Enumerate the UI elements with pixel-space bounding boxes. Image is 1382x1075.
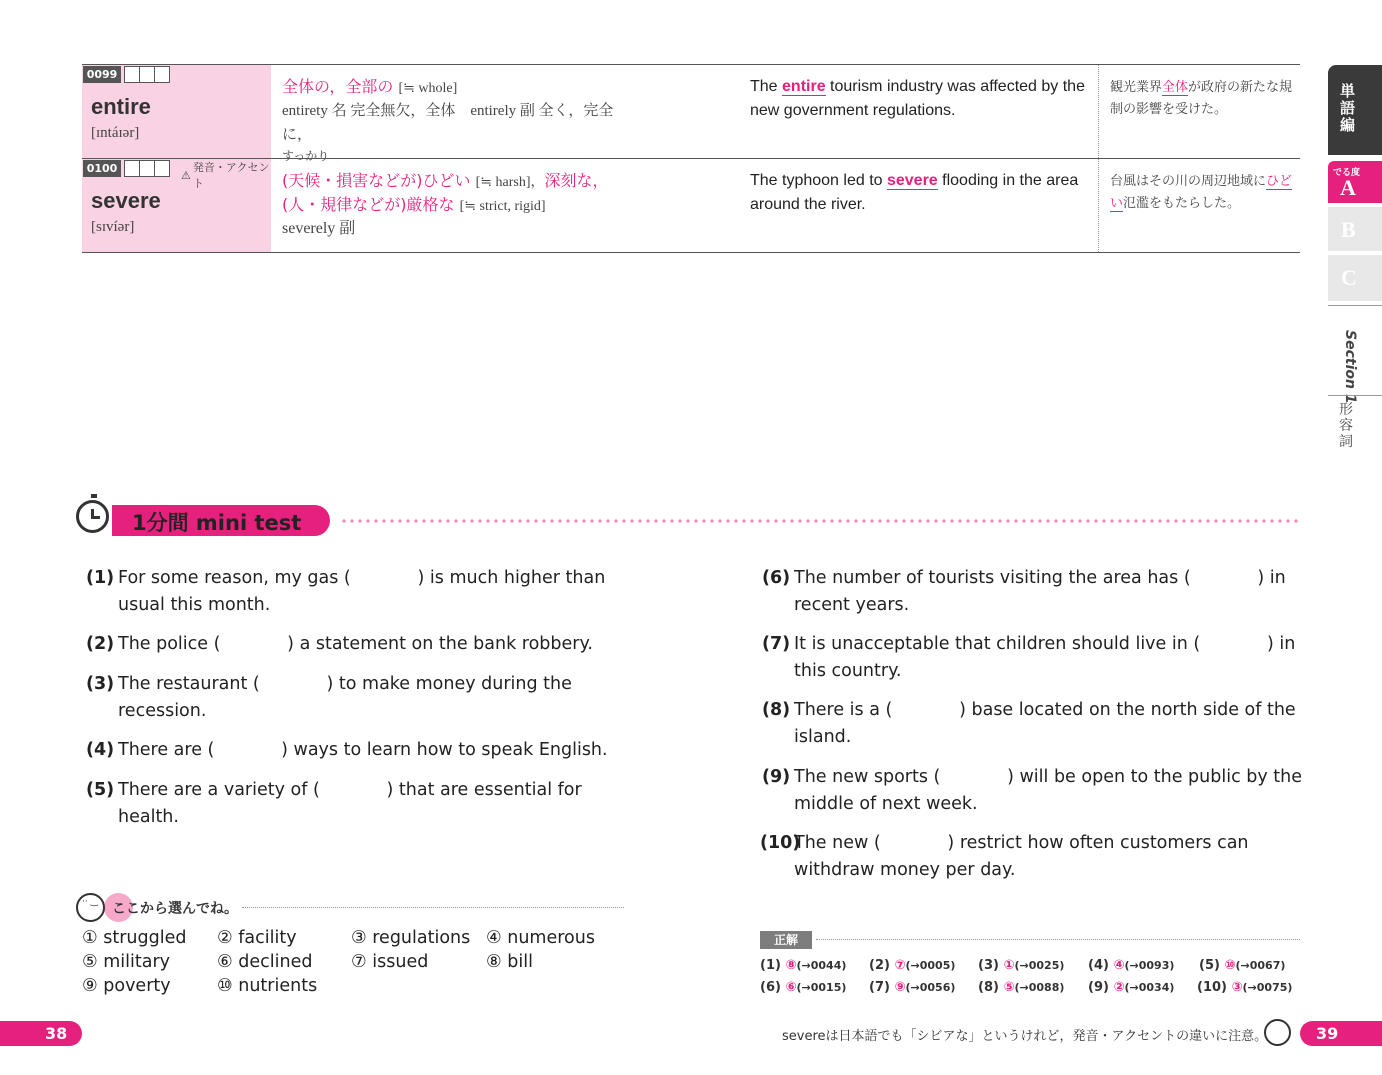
check-box[interactable] (124, 66, 140, 83)
page-number-right (1300, 1021, 1382, 1046)
vocab-entry (82, 64, 1300, 163)
question (762, 697, 1322, 751)
answer-item (1199, 958, 1285, 973)
answer-ref: (→0056) (905, 981, 956, 994)
answer-item (978, 980, 1064, 995)
question (760, 830, 1320, 884)
tab-level-a[interactable] (1328, 161, 1382, 203)
check-box[interactable] (124, 160, 140, 177)
question-text: The police ( ) a statement on the bank robbery. (118, 634, 593, 654)
answer-choice: ⑦ (894, 958, 906, 973)
tab-label: C (1341, 265, 1357, 290)
minitest-banner (112, 505, 330, 536)
answer-number: (6) (760, 980, 781, 995)
choice-item: ① struggled (82, 928, 187, 948)
meaning: 全体の，全部の (282, 77, 394, 96)
question-number: (3) (86, 674, 115, 694)
question (86, 565, 646, 619)
pronunciation: [sɪvíər] (91, 219, 135, 235)
answer-item (1088, 958, 1174, 973)
entry-head (82, 159, 271, 252)
tab-level-b[interactable] (1328, 207, 1382, 251)
question-text: The new ( ) restrict how often customers can withdraw money per day. (794, 833, 1249, 880)
tab-label: A (1340, 175, 1356, 200)
question-number: (4) (86, 740, 115, 760)
example-text: flooding in the area around the river. (750, 172, 1079, 213)
example-sentence (750, 169, 1090, 217)
choice-item: ⑥ declined (217, 952, 313, 972)
question (86, 671, 646, 725)
vocab-entry (82, 158, 1300, 253)
choice-item: ③ regulations (351, 928, 471, 948)
example-text: tourism industry was affected by the new government regulations. (750, 78, 1085, 119)
choice-item: ⑤ military (82, 952, 171, 972)
section-label: Section 1 (1342, 330, 1358, 404)
question (762, 764, 1322, 818)
question (762, 565, 1322, 619)
derivatives: entirety 名 完全無欠，全体 entirely 副 全く，完全に， (282, 103, 614, 143)
check-box[interactable] (154, 66, 170, 83)
answer-item (869, 980, 955, 995)
meaning: 深刻な， (544, 171, 609, 190)
answer-number: (3) (978, 958, 999, 973)
question (86, 737, 646, 764)
check-box[interactable] (139, 160, 155, 177)
choice-item: ⑩ nutrients (217, 976, 318, 996)
question-text: The number of tourists visiting the area has ( ) in recent years. (794, 568, 1286, 615)
answer-number: (5) (1199, 958, 1220, 973)
pronunciation: [ɪntáɪər] (91, 125, 140, 141)
minitest-title: 1分間 mini test (132, 511, 302, 535)
answer-number: (8) (978, 980, 999, 995)
choice-item: ② facility (217, 928, 297, 948)
synonym: [≒ harsh]， (475, 175, 545, 190)
question (86, 777, 646, 831)
translation-keyword: ひどい (1110, 174, 1293, 211)
synonym: [≒ whole] (398, 81, 458, 96)
check-box[interactable] (139, 66, 155, 83)
warning-icon: ⚠ (181, 168, 191, 182)
example-keyword: severe (886, 172, 938, 189)
answer-number: (4) (1088, 958, 1109, 973)
answer-ref: (→0025) (1014, 959, 1065, 972)
answer-item (1197, 980, 1292, 995)
question-text: For some reason, my gas ( ) is much higher than usual this month. (118, 568, 606, 615)
note-text: 発音・アクセント (192, 161, 270, 190)
answer-choice: ⑤ (1003, 980, 1015, 995)
divider (1328, 395, 1382, 396)
synonym: [≒ strict, rigid] (459, 199, 546, 214)
translation-text: 氾濫をもたらした。 (1123, 196, 1241, 211)
page-number-left (0, 1021, 82, 1046)
question-number: (9) (762, 767, 791, 787)
example-sentence (750, 75, 1090, 123)
tab-sublabel: でる度 (1333, 168, 1361, 178)
answer-ref: (→0034) (1124, 981, 1175, 994)
answer-item (869, 958, 955, 973)
answer-number: (1) (760, 958, 781, 973)
divider (1098, 65, 1099, 158)
answer-number: (10) (1197, 980, 1227, 995)
answer-item (760, 980, 846, 995)
answer-choice: ⑥ (785, 980, 797, 995)
meaning: (人・規律などが)厳格な (282, 195, 455, 214)
answer-choice: ② (1113, 980, 1125, 995)
tab-level-c[interactable] (1328, 255, 1382, 301)
answer-choice: ④ (1113, 958, 1125, 973)
meaning: (天候・損害などが)ひどい (282, 171, 471, 190)
example-text: The typhoon led to (750, 172, 887, 189)
question-number: (1) (86, 568, 115, 588)
question-number: (10) (760, 833, 801, 853)
question-text: The restaurant ( ) to make money during the recession. (118, 674, 572, 721)
clock-icon (76, 500, 109, 533)
footer-note: severeは日本語でも「シビアな」というけれど，発音・アクセントの違いに注意。 (782, 1029, 1268, 1044)
question-text: It is unacceptable that children should live in ( ) in this country. (794, 634, 1296, 681)
derivatives: severely 副 (282, 220, 356, 237)
entry-number: 0100 (83, 160, 121, 177)
answer-number: (7) (869, 980, 890, 995)
smiley-icon (76, 893, 105, 922)
question-number: (7) (762, 634, 791, 654)
translation-text: が政府の新たな規制の影響を受けた。 (1110, 80, 1293, 117)
translation-keyword: 全体 (1162, 80, 1189, 95)
answer-ref: (→0044) (796, 959, 847, 972)
choice-item: ④ numerous (486, 928, 595, 948)
answer-item (978, 958, 1064, 973)
question-text: There are ( ) ways to learn how to speak English. (118, 740, 608, 760)
translation (1110, 171, 1300, 215)
page-number: 38 (45, 1024, 68, 1043)
mascot-icon (1264, 1019, 1291, 1046)
question-number: (2) (86, 634, 115, 654)
divider (1328, 305, 1382, 306)
answer-number: (9) (1088, 980, 1109, 995)
answer-ref: (→0067) (1235, 959, 1286, 972)
answer-item (760, 958, 846, 973)
answer-choice: ③ (1231, 980, 1243, 995)
answer-choice: ⑨ (894, 980, 906, 995)
part-of-speech-label: 形容詞 (1339, 402, 1353, 450)
answer-ref: (→0075) (1242, 981, 1293, 994)
question-number: (6) (762, 568, 791, 588)
answer-item (1088, 980, 1174, 995)
answer-choice: ① (1003, 958, 1015, 973)
choice-item: ⑧ bill (486, 952, 533, 972)
vocab-table (82, 64, 1300, 253)
choices-title: ここから選んでね。 (112, 901, 238, 917)
answer-ref: (→0093) (1124, 959, 1175, 972)
answer-choice: ⑩ (1224, 958, 1236, 973)
question-text: There are a variety of ( ) that are essential for health. (118, 780, 582, 827)
question-number: (8) (762, 700, 791, 720)
dotted-rule (340, 519, 1300, 523)
dotted-rule (816, 939, 1300, 940)
answers-label: 正解 (760, 931, 812, 949)
tab-label: 単語編 (1340, 82, 1356, 134)
derivatives-cont: すっかり (282, 149, 330, 163)
dotted-rule (242, 907, 624, 908)
answer-number: (2) (869, 958, 890, 973)
question-text: There is a ( ) base located on the north side of the island. (794, 700, 1296, 747)
choice-item: ⑨ poverty (82, 976, 171, 996)
tab-label: B (1341, 217, 1356, 242)
page-number: 39 (1316, 1024, 1339, 1043)
example-keyword: entire (782, 78, 826, 95)
definition (282, 169, 642, 241)
check-box[interactable] (154, 160, 170, 177)
answer-ref: (→0015) (796, 981, 847, 994)
translation-text: 台風はその川の周辺地域に (1110, 174, 1267, 189)
headword: entire (91, 94, 151, 119)
question-number: (5) (86, 780, 115, 800)
tab-vocabulary[interactable] (1328, 65, 1382, 155)
choice-item: ⑦ issued (351, 952, 429, 972)
example-text: The (750, 78, 783, 95)
question (762, 631, 1322, 685)
answer-ref: (→0088) (1014, 981, 1065, 994)
answer-ref: (→0005) (905, 959, 956, 972)
entry-number: 0099 (83, 66, 121, 83)
pronunciation-note (181, 159, 271, 191)
answer-choice: ⑧ (785, 958, 797, 973)
translation (1110, 77, 1300, 121)
question (86, 631, 646, 658)
translation-text: 観光業界 (1110, 80, 1163, 95)
question-text: The new sports ( ) will be open to the public by the middle of next week. (794, 767, 1302, 814)
entry-head (82, 65, 271, 158)
headword: severe (91, 188, 161, 213)
definition (282, 75, 642, 164)
divider (1098, 159, 1099, 252)
